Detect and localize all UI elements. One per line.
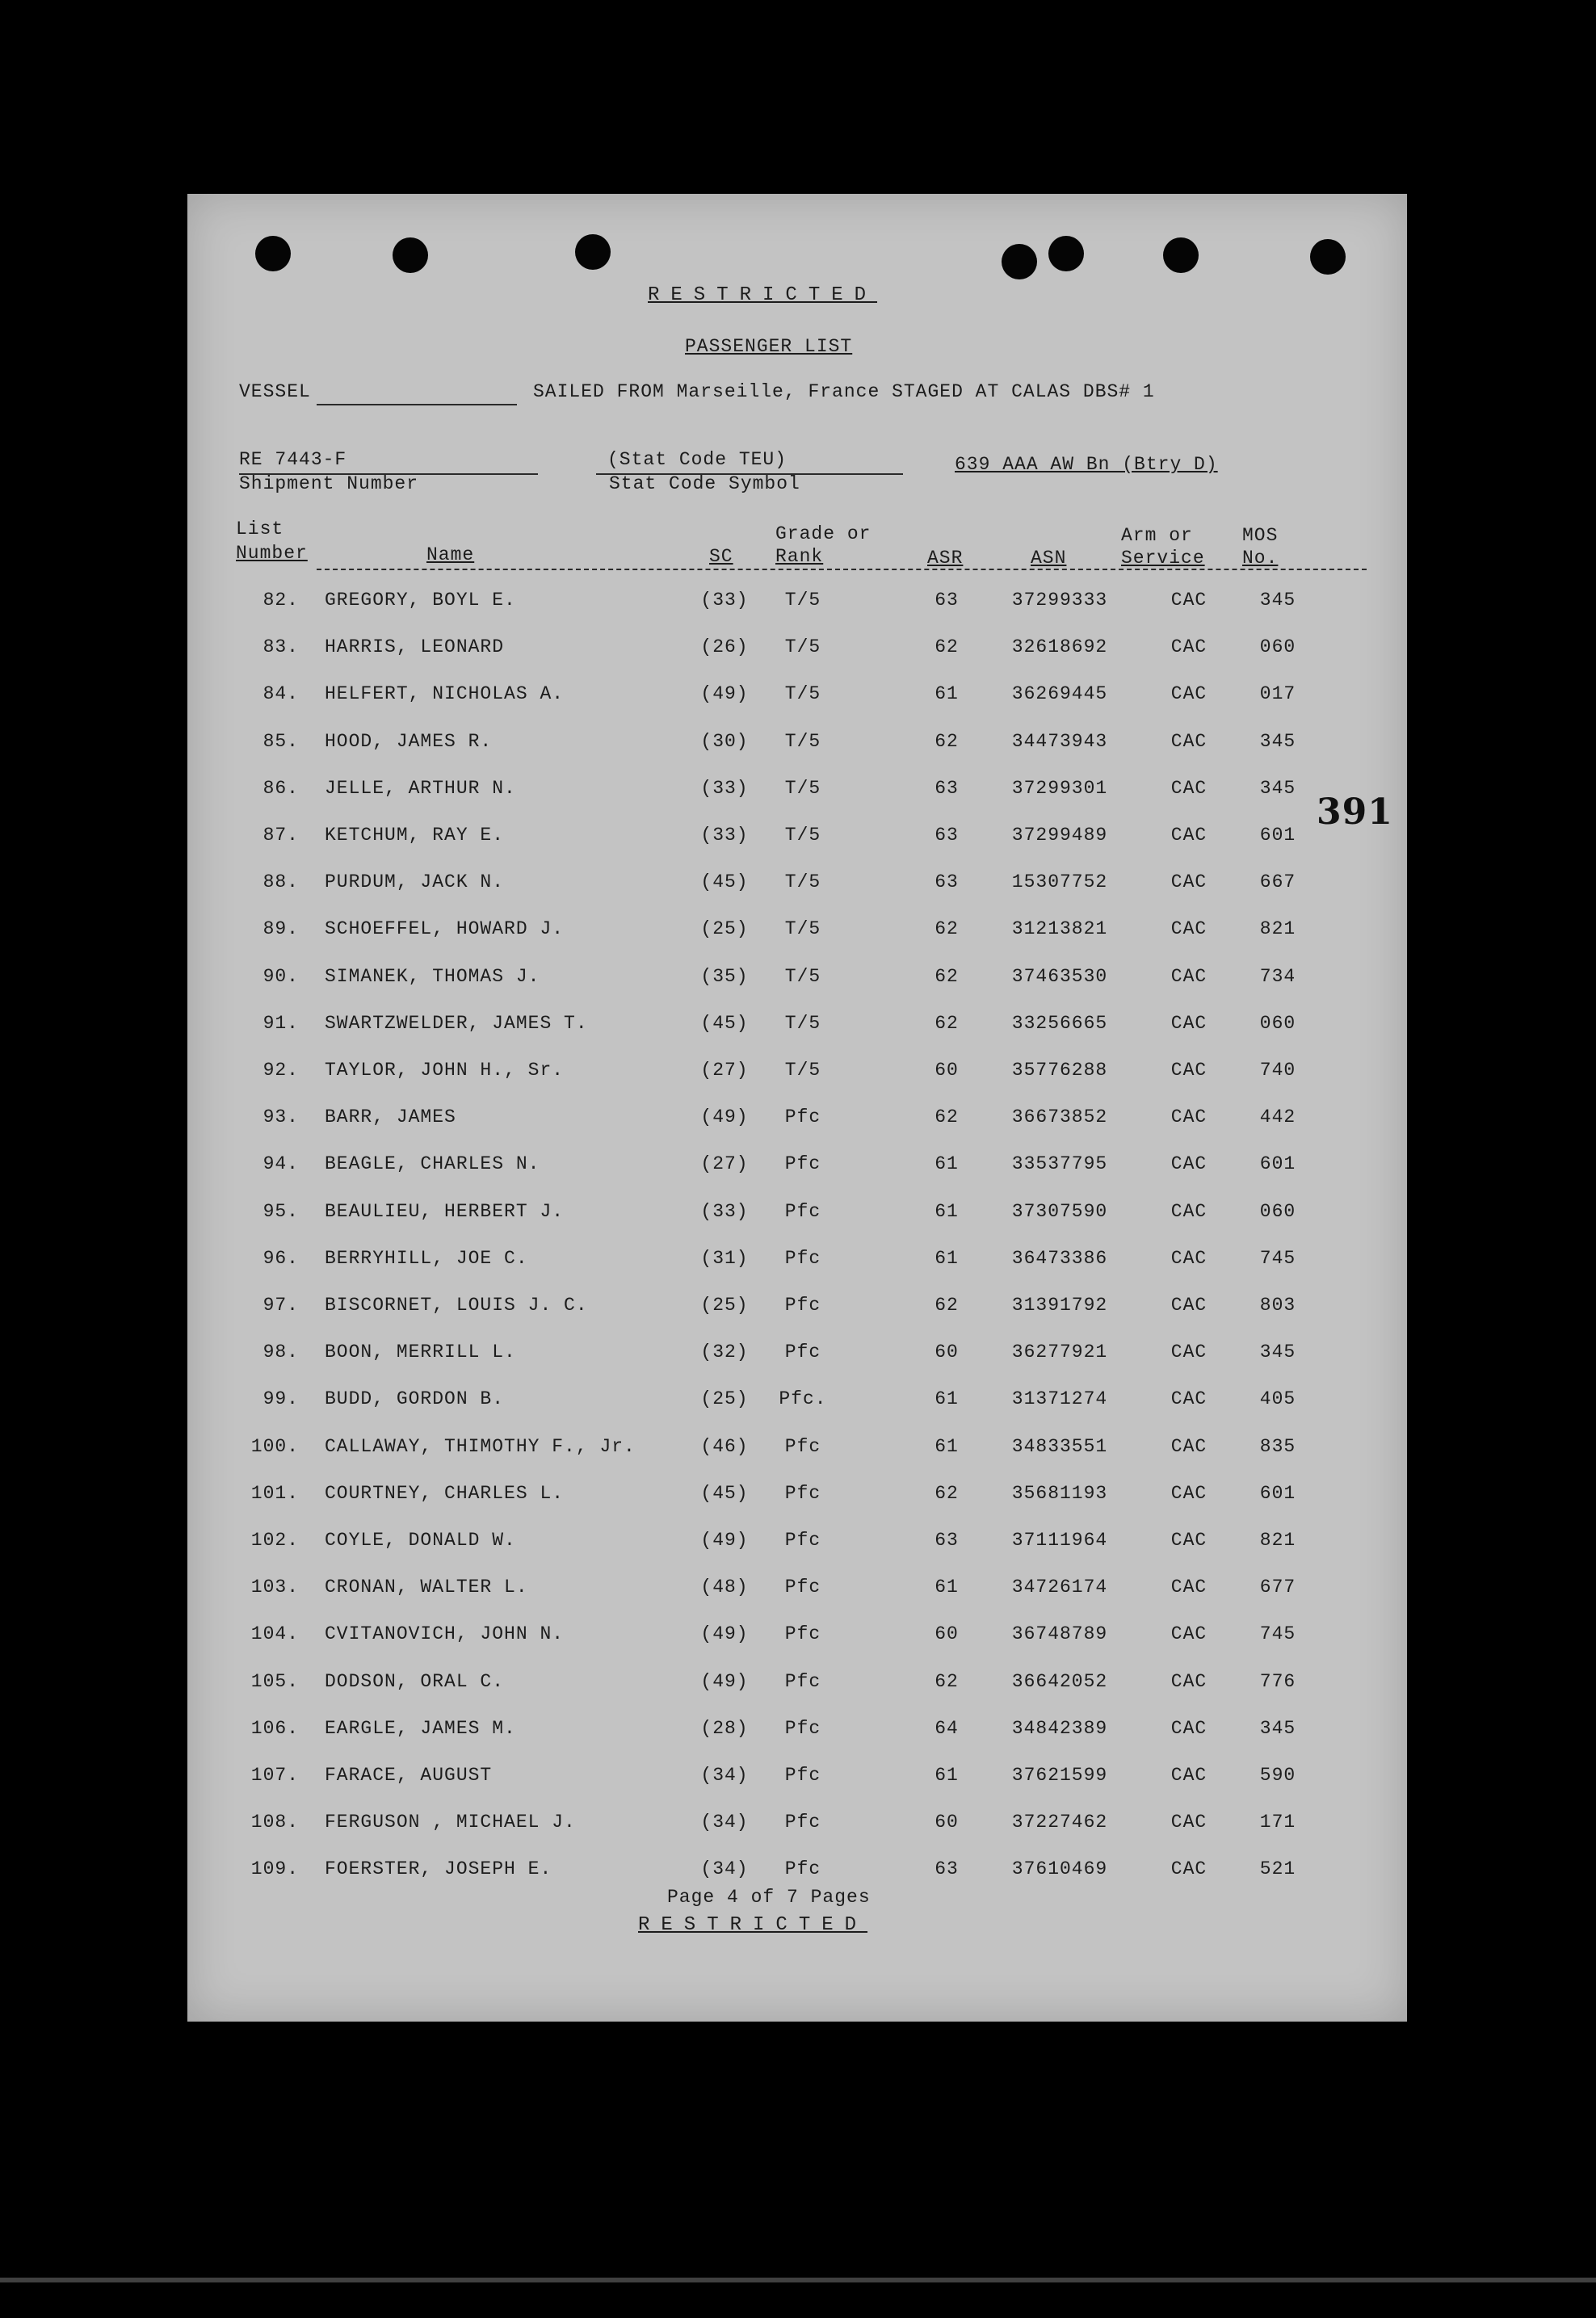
asn-cell: 37621599 <box>1011 1765 1108 1786</box>
sc-cell: (34) <box>700 1858 749 1880</box>
name-cell: HARRIS, LEONARD <box>325 636 505 658</box>
asr-cell: 61 <box>934 1577 959 1598</box>
shipment-number-value: RE 7443-F <box>239 449 347 470</box>
table-row <box>187 636 1407 683</box>
table-row <box>187 918 1407 965</box>
table-row <box>187 1765 1407 1812</box>
mos-cell: 821 <box>1259 1530 1296 1551</box>
arm-service-cell: CAC <box>1170 1812 1208 1833</box>
asr-cell: 61 <box>934 1153 959 1175</box>
name-cell: FOERSTER, JOSEPH E. <box>325 1858 552 1880</box>
grade-cell: Pfc <box>784 1482 821 1504</box>
asn-cell: 36277921 <box>1011 1342 1108 1363</box>
mos-cell: 171 <box>1259 1812 1296 1833</box>
table-row <box>187 871 1407 918</box>
name-cell: CRONAN, WALTER L. <box>325 1577 528 1598</box>
grade-cell: T/5 <box>784 825 821 846</box>
document-page <box>187 194 1407 2022</box>
table-row <box>187 1671 1407 1718</box>
arm-service-cell: CAC <box>1170 1342 1208 1363</box>
asr-cell: 62 <box>934 730 959 752</box>
mos-cell: 060 <box>1259 636 1296 658</box>
header-rule <box>317 569 1367 570</box>
asn-cell: 31391792 <box>1011 1295 1108 1316</box>
asn-cell: 31213821 <box>1011 918 1108 940</box>
list-number-cell: 100. <box>250 1435 299 1457</box>
grade-cell: Pfc. <box>779 1388 827 1410</box>
grade-cell: Pfc <box>784 1577 821 1598</box>
asr-cell: 64 <box>934 1717 959 1739</box>
asr-cell: 61 <box>934 683 959 705</box>
asr-cell: 60 <box>934 1812 959 1833</box>
punch-hole <box>1048 236 1084 271</box>
asn-cell: 37463530 <box>1011 965 1108 987</box>
arm-service-cell: CAC <box>1170 1060 1208 1081</box>
col-asr-header: ASR <box>927 548 964 569</box>
arm-service-cell: CAC <box>1170 730 1208 752</box>
name-cell: DODSON, ORAL C. <box>325 1670 505 1692</box>
col-number-header: Number <box>236 543 308 564</box>
sc-cell: (49) <box>700 683 749 705</box>
sc-cell: (28) <box>700 1717 749 1739</box>
asr-cell: 62 <box>934 1482 959 1504</box>
name-cell: EARGLE, JAMES M. <box>325 1717 516 1739</box>
asr-cell: 60 <box>934 1060 959 1081</box>
asr-cell: 61 <box>934 1765 959 1786</box>
list-number-cell: 94. <box>262 1153 299 1175</box>
arm-service-cell: CAC <box>1170 825 1208 846</box>
grade-cell: Pfc <box>784 1107 821 1128</box>
asn-cell: 36473386 <box>1011 1247 1108 1269</box>
table-row <box>187 1577 1407 1623</box>
asn-cell: 37299301 <box>1011 777 1108 799</box>
grade-cell: Pfc <box>784 1670 821 1692</box>
arm-service-cell: CAC <box>1170 683 1208 705</box>
asn-cell: 35776288 <box>1011 1060 1108 1081</box>
list-number-cell: 104. <box>250 1623 299 1645</box>
asn-cell: 36642052 <box>1011 1670 1108 1692</box>
name-cell: BOON, MERRILL L. <box>325 1342 516 1363</box>
mos-cell: 803 <box>1259 1295 1296 1316</box>
mos-cell: 601 <box>1259 825 1296 846</box>
grade-cell: T/5 <box>784 683 821 705</box>
table-row <box>187 1153 1407 1200</box>
sailed-from-line: SAILED FROM Marseille, France STAGED AT CALAS DBS# 1 <box>533 381 1155 402</box>
arm-service-cell: CAC <box>1170 636 1208 658</box>
grade-cell: Pfc <box>784 1812 821 1833</box>
sc-cell: (33) <box>700 590 749 611</box>
mos-cell: 345 <box>1259 1342 1296 1363</box>
asn-cell: 33537795 <box>1011 1153 1108 1175</box>
table-row <box>187 1718 1407 1765</box>
mos-cell: 677 <box>1259 1577 1296 1598</box>
mos-cell: 734 <box>1259 965 1296 987</box>
passenger-list-title: PASSENGER LIST <box>685 336 853 357</box>
list-number-cell: 98. <box>262 1342 299 1363</box>
name-cell: BISCORNET, LOUIS J. C. <box>325 1295 588 1316</box>
arm-service-cell: CAC <box>1170 590 1208 611</box>
name-cell: BUDD, GORDON B. <box>325 1388 505 1410</box>
sc-cell: (45) <box>700 871 749 893</box>
mos-cell: 017 <box>1259 683 1296 705</box>
arm-service-cell: CAC <box>1170 1107 1208 1128</box>
mos-cell: 060 <box>1259 1200 1296 1222</box>
name-cell: FERGUSON , MICHAEL J. <box>325 1812 576 1833</box>
asr-cell: 61 <box>934 1388 959 1410</box>
sc-cell: (35) <box>700 965 749 987</box>
mos-cell: 405 <box>1259 1388 1296 1410</box>
list-number-cell: 105. <box>250 1670 299 1692</box>
name-cell: JELLE, ARTHUR N. <box>325 777 516 799</box>
mos-cell: 590 <box>1259 1765 1296 1786</box>
arm-service-cell: CAC <box>1170 1482 1208 1504</box>
name-cell: FARACE, AUGUST <box>325 1765 493 1786</box>
name-cell: BERRYHILL, JOE C. <box>325 1247 528 1269</box>
asr-cell: 63 <box>934 1530 959 1551</box>
mos-cell: 345 <box>1259 730 1296 752</box>
grade-cell: T/5 <box>784 871 821 893</box>
list-number-cell: 85. <box>262 730 299 752</box>
asn-cell: 36673852 <box>1011 1107 1108 1128</box>
arm-service-cell: CAC <box>1170 1623 1208 1645</box>
grade-cell: Pfc <box>784 1623 821 1645</box>
mos-cell: 060 <box>1259 1012 1296 1034</box>
sc-cell: (26) <box>700 636 749 658</box>
list-number-cell: 103. <box>250 1577 299 1598</box>
grade-cell: T/5 <box>784 965 821 987</box>
asn-cell: 37299489 <box>1011 825 1108 846</box>
name-cell: SWARTZWELDER, JAMES T. <box>325 1012 588 1034</box>
col-mos-header-top: MOS <box>1242 525 1279 546</box>
mos-cell: 601 <box>1259 1153 1296 1175</box>
asn-cell: 37111964 <box>1011 1530 1108 1551</box>
arm-service-cell: CAC <box>1170 1717 1208 1739</box>
arm-service-cell: CAC <box>1170 1200 1208 1222</box>
mos-cell: 442 <box>1259 1107 1296 1128</box>
table-row <box>187 1107 1407 1153</box>
col-grade-header-bottom: Rank <box>775 546 824 567</box>
list-number-cell: 109. <box>250 1858 299 1880</box>
name-cell: COURTNEY, CHARLES L. <box>325 1482 565 1504</box>
sc-cell: (33) <box>700 777 749 799</box>
asr-cell: 62 <box>934 636 959 658</box>
list-number-cell: 101. <box>250 1482 299 1504</box>
grade-cell: Pfc <box>784 1247 821 1269</box>
asn-cell: 33256665 <box>1011 1012 1108 1034</box>
asr-cell: 60 <box>934 1342 959 1363</box>
arm-service-cell: CAC <box>1170 1577 1208 1598</box>
mos-cell: 740 <box>1259 1060 1296 1081</box>
mos-cell: 776 <box>1259 1670 1296 1692</box>
table-row <box>187 1388 1407 1435</box>
list-number-cell: 107. <box>250 1765 299 1786</box>
asn-cell: 31371274 <box>1011 1388 1108 1410</box>
list-number-cell: 97. <box>262 1295 299 1316</box>
list-number-cell: 88. <box>262 871 299 893</box>
list-number-cell: 99. <box>262 1388 299 1410</box>
arm-service-cell: CAC <box>1170 1435 1208 1457</box>
table-row <box>187 1342 1407 1388</box>
shipment-number-label: Shipment Number <box>239 473 419 494</box>
asr-cell: 61 <box>934 1200 959 1222</box>
restricted-footer: RESTRICTED <box>638 1914 868 1936</box>
table-row <box>187 590 1407 636</box>
list-number-cell: 83. <box>262 636 299 658</box>
arm-service-cell: CAC <box>1170 871 1208 893</box>
table-row <box>187 825 1407 871</box>
grade-cell: T/5 <box>784 590 821 611</box>
list-number-cell: 96. <box>262 1247 299 1269</box>
asn-cell: 32618692 <box>1011 636 1108 658</box>
grade-cell: T/5 <box>784 1012 821 1034</box>
name-cell: HOOD, JAMES R. <box>325 730 493 752</box>
punch-hole <box>1163 237 1199 273</box>
sc-cell: (46) <box>700 1435 749 1457</box>
list-number-cell: 93. <box>262 1107 299 1128</box>
page-indicator: Page 4 of 7 Pages <box>667 1887 871 1908</box>
unit-designation: 639 AAA AW Bn (Btry D) <box>955 454 1218 475</box>
col-asn-header: ASN <box>1031 548 1067 569</box>
sc-cell: (45) <box>700 1012 749 1034</box>
table-row <box>187 1436 1407 1483</box>
asr-cell: 63 <box>934 590 959 611</box>
mos-cell: 835 <box>1259 1435 1296 1457</box>
punch-hole <box>1002 244 1037 279</box>
col-grade-header-top: Grade or <box>775 523 872 544</box>
asn-cell: 34833551 <box>1011 1435 1108 1457</box>
name-cell: KETCHUM, RAY E. <box>325 825 505 846</box>
arm-service-cell: CAC <box>1170 1247 1208 1269</box>
list-number-cell: 86. <box>262 777 299 799</box>
table-row <box>187 966 1407 1013</box>
arm-service-cell: CAC <box>1170 1765 1208 1786</box>
sc-cell: (48) <box>700 1577 749 1598</box>
asr-cell: 63 <box>934 871 959 893</box>
asr-cell: 61 <box>934 1247 959 1269</box>
list-number-cell: 91. <box>262 1012 299 1034</box>
table-row <box>187 1483 1407 1530</box>
table-row <box>187 1812 1407 1858</box>
list-number-cell: 90. <box>262 965 299 987</box>
sc-cell: (34) <box>700 1765 749 1786</box>
asn-cell: 34473943 <box>1011 730 1108 752</box>
grade-cell: Pfc <box>784 1295 821 1316</box>
table-row <box>187 1295 1407 1342</box>
col-list-header: List <box>236 519 284 540</box>
col-arm-header-bottom: Service <box>1121 548 1205 569</box>
restricted-heading: RESTRICTED <box>648 284 878 306</box>
asr-cell: 63 <box>934 777 959 799</box>
list-number-cell: 92. <box>262 1060 299 1081</box>
page-stamp-number: 391 <box>1317 792 1393 833</box>
asn-cell: 36748789 <box>1011 1623 1108 1645</box>
grade-cell: T/5 <box>784 918 821 940</box>
vessel-label: VESSEL <box>239 381 311 402</box>
mos-cell: 745 <box>1259 1623 1296 1645</box>
table-row <box>187 1013 1407 1060</box>
asn-cell: 37610469 <box>1011 1858 1108 1880</box>
list-number-cell: 108. <box>250 1812 299 1833</box>
arm-service-cell: CAC <box>1170 918 1208 940</box>
grade-cell: Pfc <box>784 1530 821 1551</box>
list-number-cell: 89. <box>262 918 299 940</box>
list-number-cell: 95. <box>262 1200 299 1222</box>
sc-cell: (49) <box>700 1623 749 1645</box>
asn-cell: 36269445 <box>1011 683 1108 705</box>
name-cell: SIMANEK, THOMAS J. <box>325 965 540 987</box>
grade-cell: Pfc <box>784 1342 821 1363</box>
sc-cell: (25) <box>700 1388 749 1410</box>
arm-service-cell: CAC <box>1170 1153 1208 1175</box>
name-cell: HELFERT, NICHOLAS A. <box>325 683 565 705</box>
arm-service-cell: CAC <box>1170 777 1208 799</box>
grade-cell: Pfc <box>784 1717 821 1739</box>
asn-cell: 37299333 <box>1011 590 1108 611</box>
table-row <box>187 778 1407 825</box>
table-row <box>187 1623 1407 1670</box>
name-cell: SCHOEFFEL, HOWARD J. <box>325 918 565 940</box>
table-row <box>187 1530 1407 1577</box>
table-row <box>187 1201 1407 1248</box>
vessel-field-line <box>317 404 517 405</box>
asr-cell: 62 <box>934 1670 959 1692</box>
sc-cell: (33) <box>700 1200 749 1222</box>
sc-cell: (33) <box>700 825 749 846</box>
list-number-cell: 87. <box>262 825 299 846</box>
asn-cell: 37227462 <box>1011 1812 1108 1833</box>
sc-cell: (31) <box>700 1247 749 1269</box>
name-cell: BARR, JAMES <box>325 1107 456 1128</box>
punch-hole <box>255 236 291 271</box>
name-cell: BEAULIEU, HERBERT J. <box>325 1200 565 1222</box>
col-arm-header-top: Arm or <box>1121 525 1193 546</box>
grade-cell: T/5 <box>784 777 821 799</box>
col-mos-header-bottom: No. <box>1242 548 1279 569</box>
list-number-cell: 84. <box>262 683 299 705</box>
arm-service-cell: CAC <box>1170 965 1208 987</box>
sc-cell: (34) <box>700 1812 749 1833</box>
asr-cell: 62 <box>934 918 959 940</box>
asn-cell: 35681193 <box>1011 1482 1108 1504</box>
punch-hole <box>393 237 428 273</box>
asn-cell: 34726174 <box>1011 1577 1108 1598</box>
sc-cell: (25) <box>700 1295 749 1316</box>
table-row <box>187 1248 1407 1295</box>
scan-edge-line <box>0 2278 1596 2282</box>
punch-hole <box>1310 239 1346 275</box>
grade-cell: Pfc <box>784 1200 821 1222</box>
name-cell: GREGORY, BOYL E. <box>325 590 516 611</box>
table-row <box>187 1060 1407 1107</box>
mos-cell: 601 <box>1259 1482 1296 1504</box>
list-number-cell: 102. <box>250 1530 299 1551</box>
arm-service-cell: CAC <box>1170 1670 1208 1692</box>
arm-service-cell: CAC <box>1170 1530 1208 1551</box>
stat-code-value: (Stat Code TEU) <box>607 449 788 470</box>
sc-cell: (49) <box>700 1530 749 1551</box>
stat-code-label: Stat Code Symbol <box>609 473 800 494</box>
sc-cell: (27) <box>700 1060 749 1081</box>
sc-cell: (27) <box>700 1153 749 1175</box>
asr-cell: 60 <box>934 1623 959 1645</box>
asr-cell: 62 <box>934 1107 959 1128</box>
list-number-cell: 106. <box>250 1717 299 1739</box>
col-name-header: Name <box>426 544 475 565</box>
name-cell: BEAGLE, CHARLES N. <box>325 1153 540 1175</box>
sc-cell: (25) <box>700 918 749 940</box>
grade-cell: Pfc <box>784 1858 821 1880</box>
grade-cell: T/5 <box>784 636 821 658</box>
asr-cell: 62 <box>934 1295 959 1316</box>
arm-service-cell: CAC <box>1170 1858 1208 1880</box>
arm-service-cell: CAC <box>1170 1295 1208 1316</box>
sc-cell: (49) <box>700 1670 749 1692</box>
grade-cell: T/5 <box>784 1060 821 1081</box>
mos-cell: 345 <box>1259 777 1296 799</box>
sc-cell: (49) <box>700 1107 749 1128</box>
table-row <box>187 683 1407 730</box>
mos-cell: 667 <box>1259 871 1296 893</box>
asn-cell: 37307590 <box>1011 1200 1108 1222</box>
asn-cell: 34842389 <box>1011 1717 1108 1739</box>
mos-cell: 821 <box>1259 918 1296 940</box>
list-number-cell: 82. <box>262 590 299 611</box>
mos-cell: 345 <box>1259 1717 1296 1739</box>
grade-cell: Pfc <box>784 1153 821 1175</box>
name-cell: CVITANOVICH, JOHN N. <box>325 1623 565 1645</box>
asn-cell: 15307752 <box>1011 871 1108 893</box>
mos-cell: 345 <box>1259 590 1296 611</box>
mos-cell: 521 <box>1259 1858 1296 1880</box>
arm-service-cell: CAC <box>1170 1012 1208 1034</box>
grade-cell: Pfc <box>784 1765 821 1786</box>
asr-cell: 63 <box>934 1858 959 1880</box>
name-cell: PURDUM, JACK N. <box>325 871 505 893</box>
asr-cell: 62 <box>934 1012 959 1034</box>
name-cell: CALLAWAY, THIMOTHY F., Jr. <box>325 1435 636 1457</box>
name-cell: COYLE, DONALD W. <box>325 1530 516 1551</box>
col-sc-header: SC <box>709 546 733 567</box>
table-row <box>187 731 1407 778</box>
name-cell: TAYLOR, JOHN H., Sr. <box>325 1060 565 1081</box>
punch-hole <box>575 234 611 270</box>
asr-cell: 61 <box>934 1435 959 1457</box>
asr-cell: 63 <box>934 825 959 846</box>
sc-cell: (45) <box>700 1482 749 1504</box>
asr-cell: 62 <box>934 965 959 987</box>
sc-cell: (32) <box>700 1342 749 1363</box>
grade-cell: T/5 <box>784 730 821 752</box>
mos-cell: 745 <box>1259 1247 1296 1269</box>
grade-cell: Pfc <box>784 1435 821 1457</box>
sc-cell: (30) <box>700 730 749 752</box>
arm-service-cell: CAC <box>1170 1388 1208 1410</box>
